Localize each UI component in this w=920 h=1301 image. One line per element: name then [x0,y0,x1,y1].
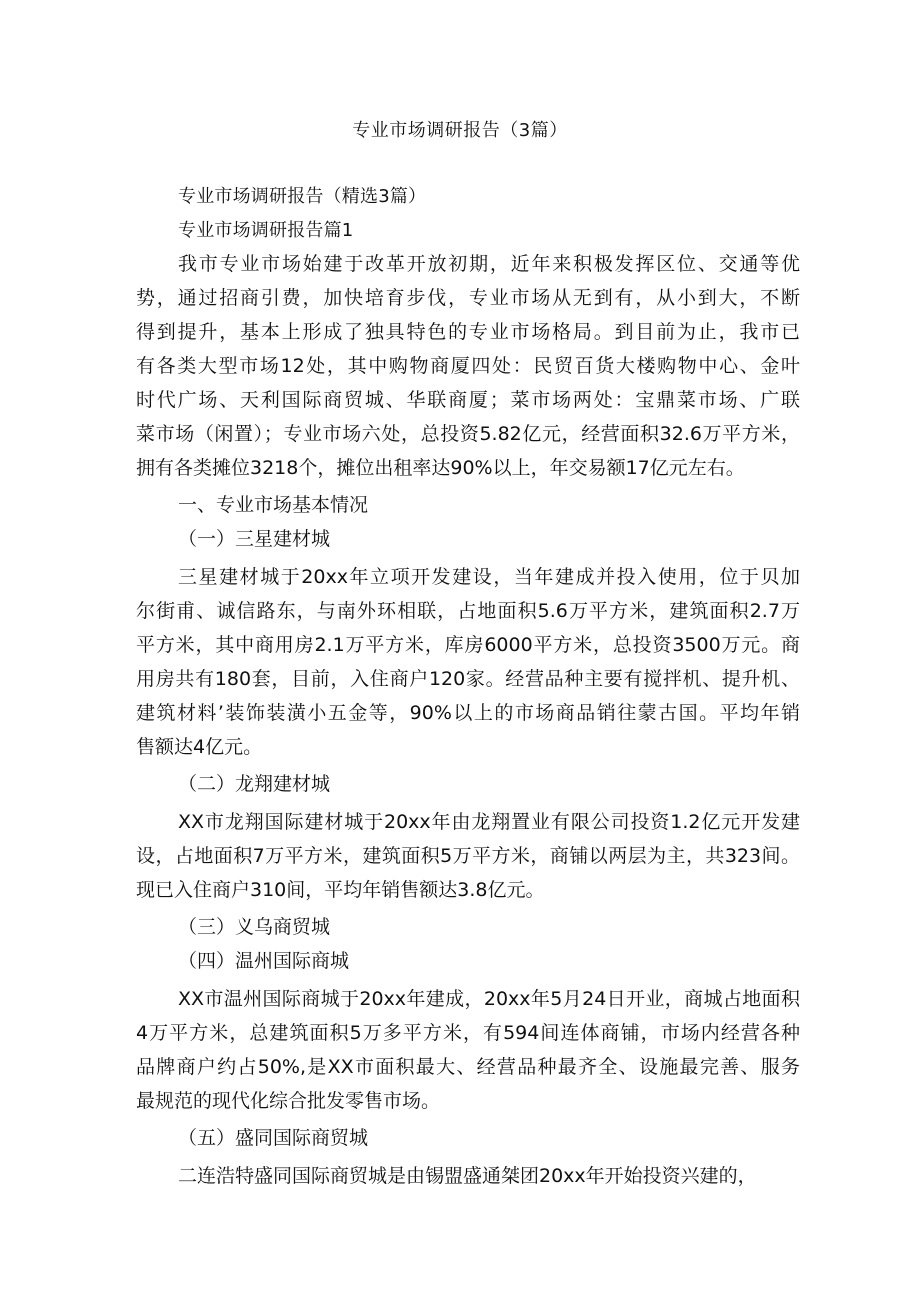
document-body [136,183,800,1193]
intro-paragraph [136,247,800,485]
paragraph-line: 用房共有180套，目前，入住商户120家。经营品种主要有搅拌机、提升机、 [136,668,800,690]
subsection-heading: （五）盛同国际商贸城 [178,1127,369,1149]
paragraph-line: XX市温州国际商城于20xx年建成，20xx年5月24日开业，商城占地面积 [178,988,800,1010]
paragraph-line: 时代广场、天利国际商贸城、华联商厦；菜市场两处：宝鼎菜市场、广联 [136,389,800,411]
subsection-heading: （二）龙翔建材城 [178,773,331,795]
paragraph-line: 二连浩特盛同国际商贸城是由锡盟盛通桀团20xx年开始投资兴建的， [178,1165,757,1187]
subsection-heading: （三）义乌商贸城 [178,916,331,938]
shengtong-paragraph [136,1159,800,1193]
paragraph-line: 4万平方米，总建筑面积5万多平方米，有594间连体商铺，市场内经营各种 [136,1022,800,1044]
paragraph-line: 平方米，其中商用房2.1万平方米，库房6000平方米，总投资3500万元。商 [136,634,800,656]
paragraph-line: 最规范的现代化综合批发零售市场。 [136,1090,441,1112]
subsection-heading: （一）三星建材城 [178,528,331,550]
paragraph-line: 得到提升，基本上形成了独具特色的专业市场格局。到目前为止，我市已 [136,321,800,343]
paragraph-line: 品牌商户约占50%,是XX市面积最大、经营品种最齐全、设施最完善、服务 [136,1056,800,1078]
paragraph-line: 势，通过招商引费，加快培育步伐，专业市场从无到有，从小到大，不断 [136,287,800,309]
longxiang-paragraph [136,805,800,907]
paragraph-line: 拥有各类摊位3218个，摊位出租率达90%以上，年交易额17亿元左右。 [136,457,745,479]
paragraph-line: 设，占地面积7万平方米，建筑面积5万平方米，商铺以两层为主，共323间。 [136,845,800,867]
section-heading: 一、专业市场基本情况 [178,494,369,516]
paragraph-line: 我市专业市场始建于改革开放初期，近年来积极发挥区位、交通等优 [178,253,800,275]
subsection-heading: （四）温州国际商城 [178,950,350,972]
sanxing-paragraph [136,560,800,764]
paragraph-line: 菜市场（闲置）；专业市场六处，总投资5.82亿元，经营面积32.6万平方米， [136,423,800,445]
document-subtitle: 专业市场调研报告（精选3篇） [178,186,427,207]
paragraph-line: 现已入住商户310间，平均年销售额达3.8亿元。 [136,879,545,901]
wenzhou-paragraph [136,982,800,1118]
paragraph-line: 尔街甫、诚信路东，与南外环相联，占地面积5.6万平方米，建筑面积2.7万 [136,600,800,622]
paragraph-line: 有各类大型市场12处，其中购物商厦四处：民贸百货大楼购物中心、金叶 [136,355,800,377]
paragraph-line: 建筑材料’装饰装潢小五金等，90%以上的市场商品销往蒙古国。平均年销 [136,702,800,724]
paragraph-line: 三星建材城于20xx年立项开发建设，当年建成并投入使用，位于贝加 [178,566,800,588]
document-title: 专业市场调研报告（3篇） [352,120,568,141]
paragraph-line: XX市龙翔国际建材城于20xx年由龙翔置业有限公司投资1.2亿元开发建 [178,811,800,833]
part-title: 专业市场调研报告篇1 [178,220,354,241]
paragraph-line: 售额达4亿元。 [136,736,263,758]
